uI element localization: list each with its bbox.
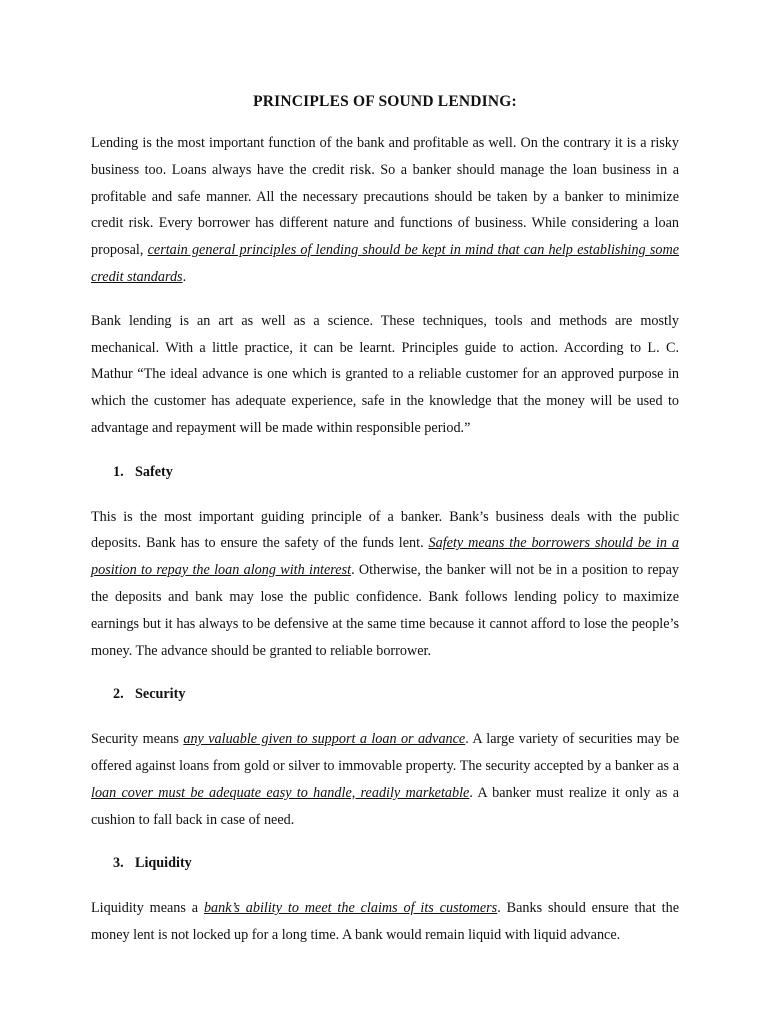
section-heading-security [91, 681, 679, 708]
intro-emphasis: certain general principles of lending should be kept in mind that can help establishing some credit standards [91, 242, 679, 285]
security-emphasis-1: any valuable given to support a loan or advance [183, 731, 466, 748]
liquidity-emphasis: bank’s ability to meet the claims of its customers [203, 900, 498, 917]
intro-text-end: . [182, 268, 187, 285]
lending-art-paragraph: Bank lending is an art as well as a science. These techniques, tools and methods are mostly mechanical. With a little practice, it can be learnt. Principles guide to action. According to L. C. Mathur “The ideal advance is one which is granted to a reliable customer for an approved purpose in which the customer has adequate experience, safe in the knowledge that the money will be used to advantage and repayment will be made within responsible period.” [91, 312, 679, 436]
section-heading-liquidity [91, 850, 679, 877]
safety-text-end: . Otherwise, the banker will not be in a position to repay the deposits and bank may lose the public confidence. Bank follows lending policy to maximize earnings but it has always to be defensive at the same time because it cannot afford to lose the people’s money. The advance should be granted to reliable borrower. [91, 562, 680, 659]
safety-text: This is the most important guiding principle of a banker. Bank’s business deals with the public deposits. Bank has to ensure the safety of the funds lent. [91, 508, 679, 552]
liquidity-text-end: . Banks should ensure that the money lent is not locked up for a long time. A bank would remain liquid with liquid advance. [91, 900, 679, 943]
security-paragraph [91, 726, 679, 833]
section-number: 3. [113, 855, 124, 872]
liquidity-text: Liquidity means a [91, 900, 204, 917]
section-heading-safety [91, 459, 679, 486]
section-number: 2. [113, 686, 124, 703]
intro-paragraph [91, 130, 679, 291]
safety-paragraph [91, 504, 679, 665]
security-text: Security means [91, 731, 184, 748]
section-title: Safety [135, 463, 173, 480]
intro-text: Lending is the most important function of the bank and profitable as well. On the contrary it is a risky business too. Loans always have the credit risk. So a banker should manage the loan business in a profitable and safe manner. All the necessary precautions should be taken by a banker to minimize credit risk. Every borrower has different nature and functions of business. While considering a loan proposal, [91, 135, 679, 259]
liquidity-paragraph [91, 895, 679, 949]
safety-emphasis: Safety means the borrowers should be in a position to repay the loan along with interest [91, 535, 679, 579]
section-title: Security [135, 686, 186, 703]
security-text-mid: . A large variety of securities may be offered against loans from gold or silver to immovable property. The security accepted by a banker as a [91, 731, 679, 774]
section-title: Liquidity [135, 855, 192, 872]
page-title: PRINCIPLES OF SOUND LENDING: [253, 93, 517, 110]
security-text-end: . A banker must realize it only as a cushion to fall back in case of need. [91, 784, 679, 828]
security-emphasis-2: loan cover must be adequate easy to handle, readily marketable [91, 784, 470, 801]
section-number: 1. [113, 463, 124, 480]
